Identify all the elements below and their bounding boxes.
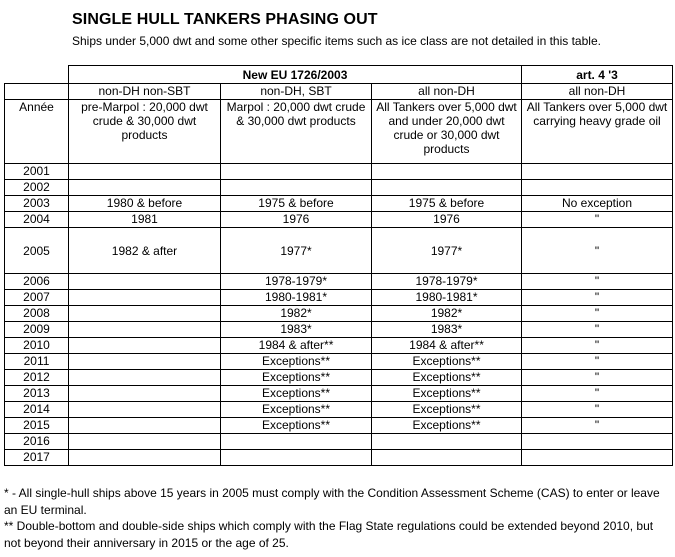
heavy-grade-cell: " <box>522 354 673 370</box>
year-cell: 2017 <box>5 450 69 466</box>
non-dh-non-sbt-cell <box>69 418 221 434</box>
footnote-double-star: ** Double-bottom and double-side ships which comply with the Flag State regulations could be extended beyond 2010, but not beyond their anniversary in 2015 or the age of 25. <box>4 519 654 550</box>
year-cell: 2004 <box>5 212 69 228</box>
non-dh-sbt-cell: Exceptions** <box>221 354 372 370</box>
year-cell: 2007 <box>5 290 69 306</box>
page-title: SINGLE HULL TANKERS PHASING OUT <box>72 11 378 28</box>
corner-cell <box>5 66 69 84</box>
all-non-dh-cell <box>372 164 522 180</box>
heavy-grade-cell: No exception <box>522 196 673 212</box>
heavy-grade-cell: " <box>522 212 673 228</box>
non-dh-non-sbt-cell <box>69 434 221 450</box>
non-dh-non-sbt-cell: 1980 & before <box>69 196 221 212</box>
all-non-dh-cell: Exceptions** <box>372 354 522 370</box>
table-row <box>5 180 673 196</box>
year-cell: 2009 <box>5 322 69 338</box>
column-type-row <box>5 84 673 100</box>
non-dh-non-sbt-cell <box>69 274 221 290</box>
non-dh-sbt-cell <box>221 164 372 180</box>
all-non-dh-cell: 1984 & after** <box>372 338 522 354</box>
table-row <box>5 306 673 322</box>
table-row <box>5 370 673 386</box>
non-dh-sbt-cell: 1976 <box>221 212 372 228</box>
heavy-grade-cell: " <box>522 370 673 386</box>
year-cell: 2015 <box>5 418 69 434</box>
heavy-grade-cell: " <box>522 418 673 434</box>
non-dh-non-sbt-cell <box>69 386 221 402</box>
year-cell: 2001 <box>5 164 69 180</box>
non-dh-non-sbt-cell <box>69 290 221 306</box>
heavy-grade-cell: " <box>522 306 673 322</box>
all-non-dh-cell <box>372 450 522 466</box>
table-row <box>5 274 673 290</box>
all-non-dh-cell: 1980-1981* <box>372 290 522 306</box>
heavy-grade-cell: " <box>522 322 673 338</box>
non-dh-non-sbt-cell <box>69 370 221 386</box>
all-non-dh-cell: 1977* <box>372 228 522 274</box>
page-subtitle: Ships under 5,000 dwt and some other specific items such as ice class are not detailed in this table. <box>72 34 601 48</box>
all-non-dh-cell <box>372 180 522 196</box>
all-non-dh-cell: Exceptions** <box>372 370 522 386</box>
table-row <box>5 290 673 306</box>
table-row <box>5 212 673 228</box>
table-row <box>5 450 673 466</box>
column-type-2: non-DH, SBT <box>221 84 372 100</box>
non-dh-non-sbt-cell <box>69 180 221 196</box>
column-type-1: non-DH non-SBT <box>69 84 221 100</box>
eu-regulation-header: New EU 1726/2003 <box>69 66 522 84</box>
non-dh-non-sbt-cell: 1982 & after <box>69 228 221 274</box>
all-non-dh-cell: Exceptions** <box>372 386 522 402</box>
non-dh-sbt-cell: Exceptions** <box>221 418 372 434</box>
non-dh-sbt-cell <box>221 450 372 466</box>
table-row <box>5 196 673 212</box>
heavy-grade-cell: " <box>522 228 673 274</box>
table-row <box>5 164 673 180</box>
heavy-grade-cell: " <box>522 402 673 418</box>
heavy-grade-cell: " <box>522 386 673 402</box>
non-dh-sbt-cell: 1975 & before <box>221 196 372 212</box>
heavy-grade-cell: " <box>522 338 673 354</box>
non-dh-sbt-cell: Exceptions** <box>221 402 372 418</box>
column-type-4: all non-DH <box>522 84 673 100</box>
non-dh-non-sbt-cell: 1981 <box>69 212 221 228</box>
year-cell: 2012 <box>5 370 69 386</box>
year-cell: 2010 <box>5 338 69 354</box>
year-cell: 2006 <box>5 274 69 290</box>
table-row <box>5 386 673 402</box>
non-dh-non-sbt-cell <box>69 164 221 180</box>
non-dh-sbt-cell: 1984 & after** <box>221 338 372 354</box>
year-cell: 2003 <box>5 196 69 212</box>
table-row <box>5 354 673 370</box>
footnote-single-star: * - All single-hull ships above 15 years in 2005 must comply with the Condition Assessment Scheme (CAS) to enter or leave an EU terminal. <box>4 486 660 517</box>
all-non-dh-cell: 1975 & before <box>372 196 522 212</box>
non-dh-sbt-cell <box>221 434 372 450</box>
non-dh-sbt-cell: 1983* <box>221 322 372 338</box>
all-non-dh-cell: Exceptions** <box>372 418 522 434</box>
year-cell: 2014 <box>5 402 69 418</box>
year-label: Année <box>5 100 69 164</box>
table-row <box>5 322 673 338</box>
non-dh-sbt-cell: 1982* <box>221 306 372 322</box>
all-non-dh-cell: 1982* <box>372 306 522 322</box>
table-row <box>5 418 673 434</box>
non-dh-non-sbt-cell <box>69 450 221 466</box>
heavy-grade-cell <box>522 434 673 450</box>
column-type-3: all non-DH <box>372 84 522 100</box>
non-dh-non-sbt-cell <box>69 306 221 322</box>
table-row <box>5 402 673 418</box>
year-cell: 2011 <box>5 354 69 370</box>
non-dh-sbt-cell: 1977* <box>221 228 372 274</box>
art-header: art. 4 '3 <box>522 66 673 84</box>
description-row <box>5 100 673 164</box>
non-dh-non-sbt-cell <box>69 354 221 370</box>
heavy-grade-cell <box>522 450 673 466</box>
description-col-1: pre-Marpol : 20,000 dwt crude & 30,000 dwt products <box>69 100 221 164</box>
heavy-grade-cell: " <box>522 290 673 306</box>
non-dh-sbt-cell: Exceptions** <box>221 370 372 386</box>
all-non-dh-cell: 1978-1979* <box>372 274 522 290</box>
column-type-blank <box>5 84 69 100</box>
non-dh-non-sbt-cell <box>69 322 221 338</box>
non-dh-sbt-cell: 1980-1981* <box>221 290 372 306</box>
description-col-3: All Tankers over 5,000 dwt and under 20,000 dwt crude or 30,000 dwt products <box>372 100 522 164</box>
table-row <box>5 228 673 274</box>
non-dh-sbt-cell: 1978-1979* <box>221 274 372 290</box>
group-header-row <box>5 66 673 84</box>
footnotes <box>4 485 672 551</box>
table-row <box>5 338 673 354</box>
year-cell: 2005 <box>5 228 69 274</box>
year-cell: 2002 <box>5 180 69 196</box>
non-dh-non-sbt-cell <box>69 338 221 354</box>
non-dh-non-sbt-cell <box>69 402 221 418</box>
description-col-4: All Tankers over 5,000 dwt carrying heavy grade oil <box>522 100 673 164</box>
table-row <box>5 434 673 450</box>
non-dh-sbt-cell: Exceptions** <box>221 386 372 402</box>
heavy-grade-cell <box>522 164 673 180</box>
phasing-table <box>4 65 673 466</box>
all-non-dh-cell <box>372 434 522 450</box>
heavy-grade-cell: " <box>522 274 673 290</box>
all-non-dh-cell: 1983* <box>372 322 522 338</box>
description-col-2: Marpol : 20,000 dwt crude & 30,000 dwt products <box>221 100 372 164</box>
all-non-dh-cell: 1976 <box>372 212 522 228</box>
year-cell: 2008 <box>5 306 69 322</box>
year-cell: 2013 <box>5 386 69 402</box>
heavy-grade-cell <box>522 180 673 196</box>
year-cell: 2016 <box>5 434 69 450</box>
all-non-dh-cell: Exceptions** <box>372 402 522 418</box>
non-dh-sbt-cell <box>221 180 372 196</box>
